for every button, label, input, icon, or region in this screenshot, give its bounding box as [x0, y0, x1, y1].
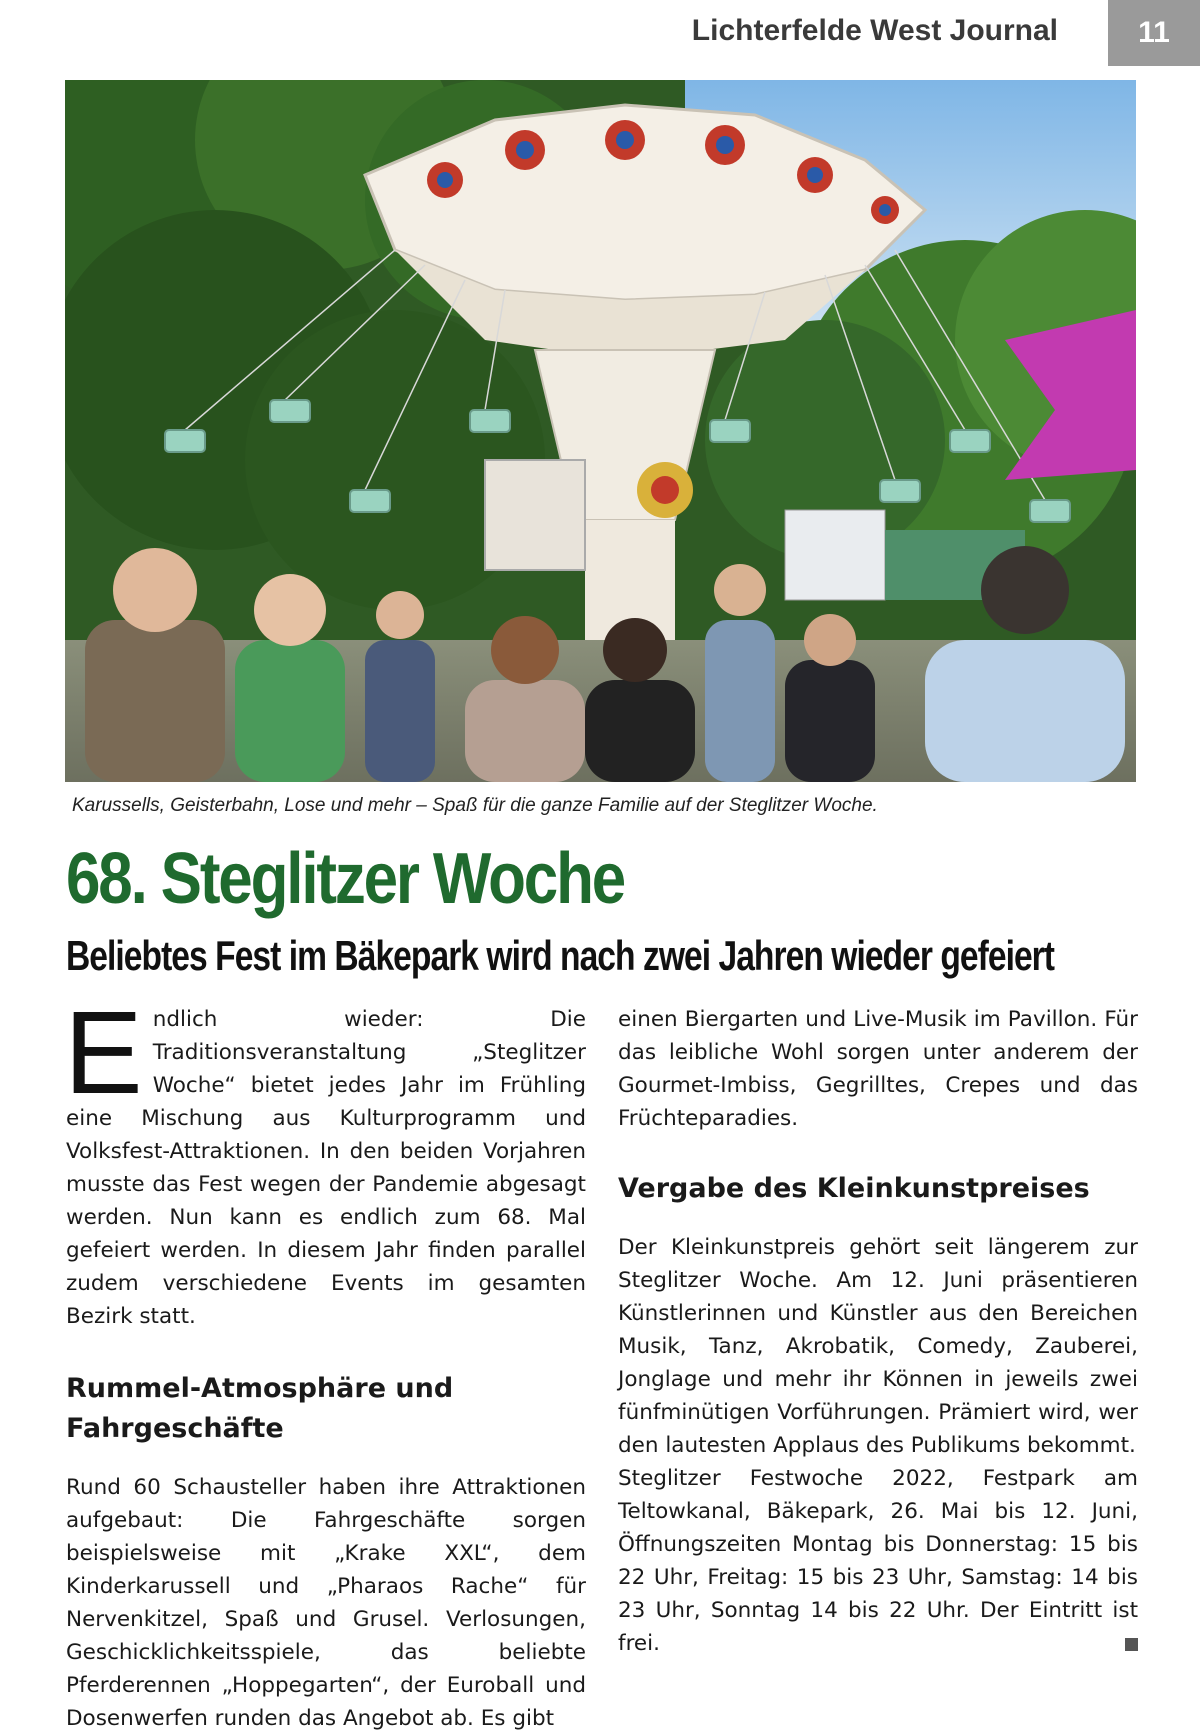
intro-paragraph [64, 987, 586, 1333]
fairground-photo [65, 80, 1136, 782]
section-heading-kleinkunstpreis: Vergabe des Kleinkunstpreises [618, 1173, 1090, 1204]
chair-swing-carousel-illustration [65, 80, 1136, 782]
event-info-content: Steglitzer Festwoche 2022, Festpark am Teltowkanal, Bäkepark, 26. Mai bis 12. Juni, Öffnungszeiten Montag bis Donnerstag: 15 bis 22 Uhr, Freitag: 15 bis 23 Uhr, Samstag: 14 bis 23 Uhr, Sonntag 14 bis 22 Uhr. Der Eintritt ist frei. [618, 1466, 1138, 1656]
article-column-right [618, 1003, 1138, 1660]
event-info-text [618, 1462, 1138, 1660]
publication-title: Lichterfelde West Journal [691, 14, 1058, 47]
drop-cap: E [64, 987, 143, 1119]
page-number: 11 [1108, 0, 1200, 66]
section-kleinkunstpreis-text: Der Kleinkunstpreis gehört seit längerem zur Steglitzer Woche. Am 12. Juni präsentieren Künstlerinnen und Künstler aus den Bereichen Musik, Tanz, Akrobatik, Comedy, Zauberei, Jonglage und mehr ihr Können in jeweils zwei fünfminütigen Vorführungen. Prämiert wird, wer den lautesten Applaus des Publikums bekommt. [618, 1235, 1138, 1458]
article-column-left [64, 987, 586, 1735]
photo-caption: Karussells, Geisterbahn, Lose und mehr – Spaß für die ganze Familie auf der Steglitzer Woche. [72, 795, 878, 816]
section-heading-rummel: Rummel-Atmosphäre und Fahrgeschäfte [66, 1373, 454, 1444]
section-rummel-continued: einen Biergarten und Live-Musik im Pavillon. Für das leibliche Wohl sorgen unter anderem der Gourmet-Imbiss, Gegrilltes, Crepes und das Früchteparadies. [618, 1007, 1138, 1131]
section-rummel-text: Rund 60 Schausteller haben ihre Attraktionen aufgebaut: Die Fahrgeschäfte sorgen beispielsweise mit „Krake XXL“, dem Kinderkarussell und „Pharaos Rache“ für Nervenkitzel, Spaß und Grusel. Verlosungen, Geschicklichkeitsspiele, das beliebte Pferderennen „Hoppegarten“, der Euroball und Dosenwerfen runden das Angebot ab. Es gibt [66, 1475, 586, 1731]
intro-text: ndlich wieder: Die Traditionsveranstaltung „Steglitzer Woche“ bietet jedes Jahr im Frühling eine Mischung aus Kulturprogramm und Volksfest-Attraktionen. In den beiden Vorjahren musste das Fest wegen der Pandemie abgesagt werden. Nun kann es endlich zum 68. Mal gefeiert werden. In diesem Jahr finden parallel zudem verschiedene Events im gesamten Bezirk statt. [66, 1007, 586, 1329]
article-end-mark [1125, 1638, 1138, 1651]
article-subheadline: Beliebtes Fest im Bäkepark wird nach zwei Jahren wieder gefeiert [66, 932, 1055, 979]
article-headline: 68. Steglitzer Woche [66, 839, 625, 919]
